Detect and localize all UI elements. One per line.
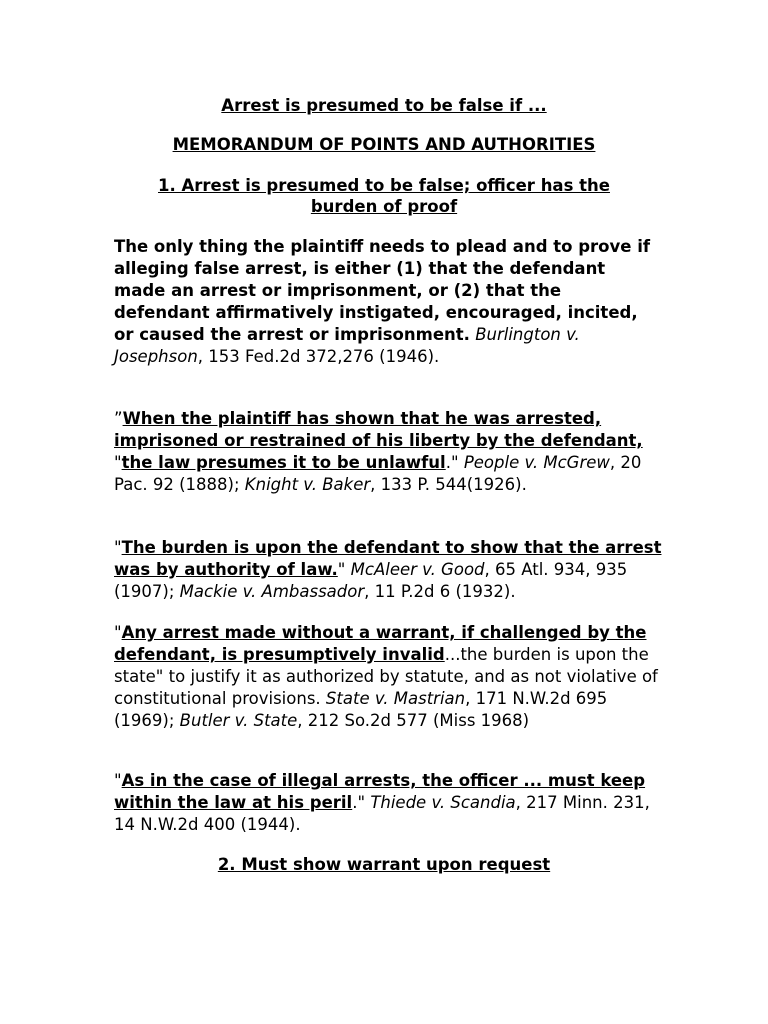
case-citation-2: , 212 So.2d 577 (Miss 1968): [297, 711, 530, 730]
close-quote: ": [337, 560, 346, 579]
close-quote: .": [352, 793, 371, 812]
case-name-2: Mackie v. Ambassador: [179, 582, 365, 601]
case-citation: , 153 Fed.2d 372,276 (1946).: [197, 347, 440, 366]
quoted-bold-text: Any arrest made without a warrant, if challenged by the defendant, is presumptively invalid: [114, 623, 647, 664]
case-citation: , 171 N.W.2d 695 (1969);: [114, 689, 608, 730]
case-name: Burlington v. Josephson: [114, 325, 580, 366]
paragraph-mcaleer-v-good: [114, 537, 662, 603]
case-name: McAleer v. Good: [350, 560, 485, 579]
paragraph-state-v-mastrian: [114, 622, 662, 732]
section-1-heading: 1. Arrest is presumed to be false; officer has the burden of proof: [158, 176, 610, 216]
quoted-bold-text: As in the case of illegal arrests, the officer ... must keep within the law at his peril: [114, 771, 646, 812]
document-title: Arrest is presumed to be false if ...: [221, 96, 547, 115]
paragraph-false-arrest-elements: [114, 236, 662, 368]
paragraph-bold-text: The only thing the plaintiff needs to plead and to prove if alleging false arrest, is either (1) that the defendant made an arrest or imprisonment, or (2) that the defendant affirmatively instigated, encouraged, incited, or caused the arrest or imprisonment.: [114, 237, 651, 344]
case-citation-2: , 11 P.2d 6 (1932).: [364, 582, 516, 601]
case-name-2: Knight v. Baker: [244, 475, 371, 494]
quoted-bold-text-2: the law presumes it to be unlawful: [121, 453, 446, 472]
case-name-2: Butler v. State: [179, 711, 298, 730]
case-name: People v. McGrew: [463, 453, 610, 472]
open-quote: ": [114, 623, 122, 642]
quoted-bold-text: When the plaintiff has shown that he was arrested, imprisoned or restrained of his liberty by the defendant,: [114, 409, 643, 450]
case-name: State v. Mastrian: [325, 689, 466, 708]
close-quote: .": [445, 453, 459, 472]
case-citation-2: , 133 P. 544(1926).: [370, 475, 527, 494]
quoted-bold-text: The burden is upon the defendant to show that the arrest was by authority of law.: [114, 538, 662, 579]
section-2-heading: 2. Must show warrant upon request: [217, 855, 551, 874]
case-citation: , 217 Minn. 231, 14 N.W.2d 400 (1944).: [114, 793, 650, 834]
paragraph-text: ...the burden is upon the state" to justify it as authorized by statute, and as not violative of constitutional provisions.: [114, 645, 658, 708]
case-citation: , 65 Atl. 934, 935 (1907);: [114, 560, 628, 601]
paragraph-thiede-v-scandia: [114, 770, 662, 836]
case-name: Thiede v. Scandia: [370, 793, 516, 812]
open-quote: ": [114, 538, 122, 557]
paragraph-people-v-mcgrew: [114, 408, 662, 496]
open-quote: ”: [114, 409, 123, 428]
open-quote: ": [114, 771, 122, 790]
memo-heading: MEMORANDUM OF POINTS AND AUTHORITIES: [172, 135, 596, 154]
case-citation: , 20 Pac. 92 (1888);: [114, 453, 642, 494]
quote-mark: ": [114, 453, 122, 472]
